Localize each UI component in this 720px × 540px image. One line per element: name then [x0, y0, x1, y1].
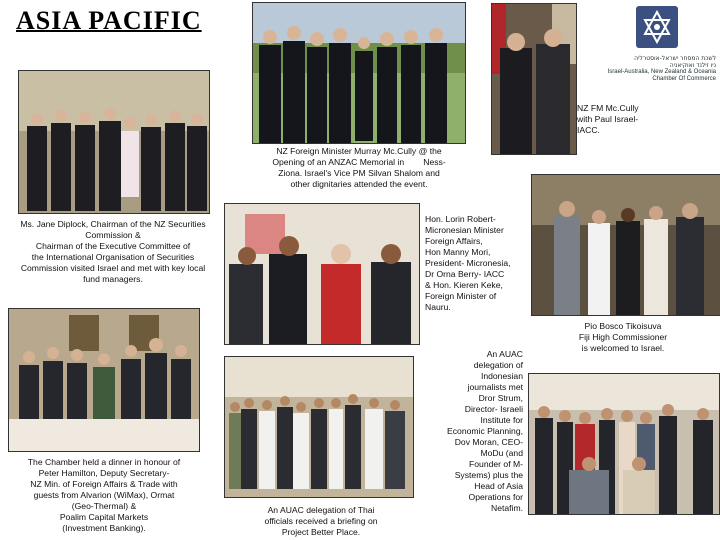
caption-line: Hon Manny Mori,	[425, 247, 491, 257]
caption-line: Micronesian Minister	[425, 225, 504, 235]
caption-micronesia	[425, 214, 535, 313]
logo-hebrew-line: לשכת המסחר ישראל-אוסטרליה	[634, 55, 716, 62]
caption-line: Systems) plus the	[454, 470, 523, 480]
caption-line: Fiji High Commissioner	[578, 332, 668, 342]
caption-line: Operations for	[468, 492, 523, 502]
caption-line: An AUAC delegation of Thai	[267, 505, 375, 515]
star-of-david-icon	[598, 4, 716, 50]
caption-line: Foreign Affairs,	[425, 236, 483, 246]
caption-line: journalists met	[467, 382, 523, 392]
caption-line: President- Micronesia,	[425, 258, 511, 268]
photo-micronesia	[224, 203, 420, 345]
caption-line: Pio Bosco Tikoisuva	[584, 321, 662, 331]
caption-line: guests from Alvarion (WiMax), Ormat	[33, 490, 175, 500]
caption-line: the International Organisation of Securities	[31, 252, 195, 262]
caption-line: Hon. Lorin Robert-	[425, 214, 496, 224]
caption-line: Nauru.	[425, 302, 451, 312]
caption-line: & Hon. Kieren Keke,	[425, 280, 503, 290]
caption-line: Opening of an ANZAC Memorial in Ness-	[272, 157, 446, 167]
caption-line: Ms. Jane Diplock, Chairman of the NZ Securities	[20, 219, 206, 229]
caption-line: NZ Min. of Foreign Affairs & Trade with	[30, 479, 178, 489]
caption-auac-journalists	[380, 349, 523, 514]
caption-line: Netafim.	[491, 503, 523, 513]
caption-line: Commission visited Israel and met with key local	[20, 263, 206, 273]
caption-line: Founder of M-	[469, 459, 523, 469]
caption-line: The Chamber held a dinner in honour of	[27, 457, 181, 467]
caption-line: Commission &	[85, 230, 141, 240]
caption-line: Economic Planning,	[447, 426, 523, 436]
caption-line: Poalim Capital Markets	[59, 512, 149, 522]
caption-line: Foreign Minister of	[425, 291, 497, 301]
chamber-logo	[598, 4, 716, 84]
caption-line: other dignitaries attended the event.	[290, 179, 428, 189]
logo-english-line-1: Israel-Australia, New Zealand & Oceania	[607, 69, 716, 75]
logo-hebrew-line-2: ניו זילנד ואוקיאניה	[669, 62, 716, 69]
caption-line: NZ FM Mc.Cully	[577, 103, 639, 113]
caption-line: Dror Strum,	[478, 393, 523, 403]
caption-line: MoDu (and	[480, 448, 523, 458]
photo-anzac-memorial	[252, 2, 466, 144]
caption-line: officials received a briefing on	[264, 516, 378, 526]
caption-fiji	[548, 321, 698, 354]
caption-line: An AUAC	[486, 349, 523, 359]
caption-line: Ziona. Israel's Vice PM Silvan Shalom and	[278, 168, 440, 178]
caption-line: Institute for	[480, 415, 523, 425]
caption-line: Chairman of the Executive Committee of	[35, 241, 191, 251]
photo-indonesian-journalists	[528, 373, 720, 515]
caption-nz-fm-paul	[577, 103, 667, 136]
caption-line: (Investment Banking).	[62, 523, 146, 533]
photo-fiji	[531, 174, 720, 316]
caption-line: with Paul Israel-	[577, 114, 639, 124]
photo-nz-fm-paul	[491, 3, 577, 155]
caption-anzac-memorial	[244, 146, 474, 190]
caption-line: NZ Foreign Minister Murray Mc.Cully @ the	[276, 146, 442, 156]
caption-line: (Geo-Thermal) &	[71, 501, 137, 511]
caption-chamber-dinner	[6, 457, 202, 534]
caption-line: Head of Asia	[474, 481, 523, 491]
photo-chamber-dinner	[8, 308, 200, 452]
caption-line: is welcomed to Israel.	[581, 343, 665, 353]
page-title: ASIA PACIFIC	[16, 6, 202, 35]
caption-line: delegation of	[473, 360, 523, 370]
caption-line: Indonesian	[480, 371, 523, 381]
caption-diplock	[2, 219, 224, 285]
caption-line: Peter Hamilton, Deputy Secretary-	[38, 468, 170, 478]
logo-english-line-2: Chamber Of Commerce	[652, 76, 716, 82]
caption-line: fund managers.	[83, 274, 143, 284]
photo-diplock-meeting	[18, 70, 210, 214]
caption-line: Dr Orna Berry- IACC	[425, 269, 505, 279]
caption-line: Director- Israeli	[464, 404, 523, 414]
caption-line: IACC.	[577, 125, 600, 135]
caption-line: Dov Moran, CEO-	[454, 437, 523, 447]
caption-line: Project Better Place.	[281, 527, 361, 537]
